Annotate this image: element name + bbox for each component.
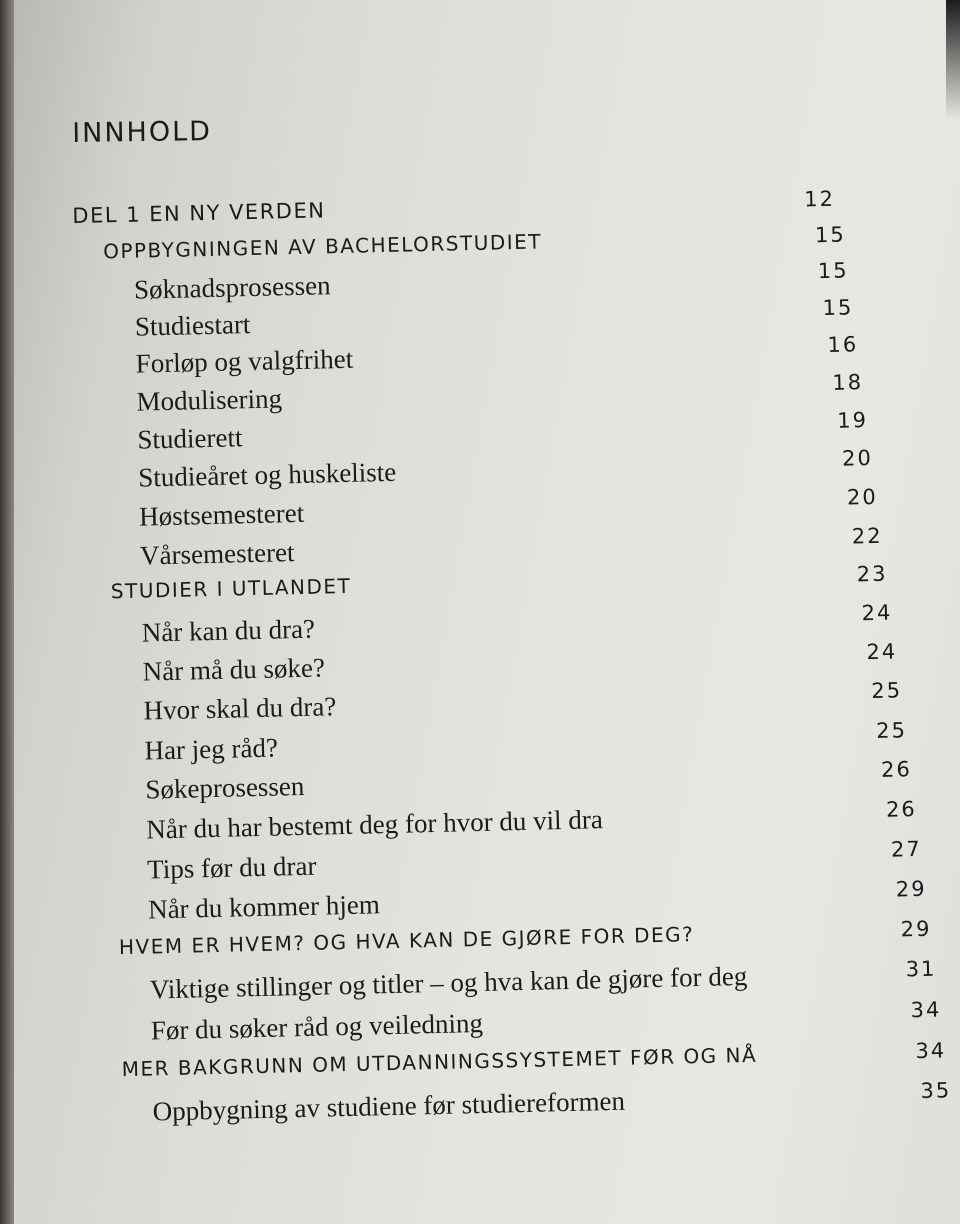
- toc-page-number: 34: [910, 997, 942, 1023]
- toc-page-number: 29: [900, 916, 932, 942]
- toc-page-number: 20: [846, 484, 878, 510]
- toc-page-number: 27: [890, 836, 922, 862]
- toc-page-number: 18: [832, 370, 864, 395]
- page-title: INNHOLD: [72, 116, 213, 149]
- toc-entry-label: Forløp og valgfrihet: [135, 343, 354, 379]
- toc-page-number: 23: [856, 561, 888, 587]
- toc-entry-label: Studierett: [137, 422, 243, 455]
- toc-page-number: 22: [851, 523, 883, 549]
- toc-page-number: 15: [822, 295, 854, 321]
- toc-page-number: 20: [841, 445, 874, 471]
- toc-entry-label: Når må du søke?: [142, 652, 326, 687]
- toc-entry-label: Høstsemesteret: [138, 497, 305, 532]
- toc-entry-label: Søknadsprosessen: [133, 270, 331, 305]
- toc-page-number: 15: [814, 222, 846, 248]
- toc-page-number: 24: [861, 600, 893, 626]
- toc-entry-label: Tips før du drar: [146, 850, 317, 885]
- toc-entry-label: Søkeprosessen: [145, 770, 305, 805]
- toc-section-label: STUDIER I UTLANDET: [110, 573, 352, 604]
- toc-section-label: MER BAKGRUNN OM UTDANNINGSSYSTEMET FØR OG NÅ: [121, 1042, 758, 1082]
- toc-entry-label: Modulisering: [136, 383, 283, 417]
- toc-section-label: HVEM ER HVEM? OG HVA KAN DE GJØRE FOR DEG?: [118, 922, 695, 960]
- toc-part-label: DEL 1 EN NY VERDEN: [72, 198, 326, 229]
- toc-page-number: 24: [866, 639, 898, 665]
- toc-page-number: 29: [895, 876, 927, 902]
- toc-section-label: OPPBYGNINGEN AV BACHELORSTUDIET: [102, 229, 543, 264]
- toc-page-number: 35: [920, 1078, 952, 1104]
- toc-entry-label: Studieåret og huskeliste: [137, 456, 397, 493]
- toc-page-number: 16: [827, 332, 859, 357]
- toc-entry-label: Har jeg råd?: [144, 732, 279, 766]
- toc-page-number: 25: [875, 718, 908, 743]
- book-spine-edge: [0, 0, 14, 1224]
- toc-page-number: 26: [885, 797, 918, 822]
- toc-page-number: 15: [817, 258, 849, 284]
- toc-entry-label: Når du kommer hjem: [147, 889, 381, 925]
- toc-entry-label: Når du har bestemt deg for hvor du vil dra: [145, 804, 604, 845]
- toc-page-number: 19: [836, 408, 869, 433]
- toc-page-number: 31: [905, 956, 937, 982]
- toc-entry-label: Hvor skal du dra?: [143, 691, 337, 726]
- toc-page-number: 12: [803, 186, 836, 212]
- book-page: [14, 0, 960, 1224]
- toc-page-number: 34: [915, 1038, 947, 1064]
- toc-page-number: 25: [871, 678, 903, 704]
- toc-entry-label: Studiestart: [134, 309, 251, 342]
- toc-entry-label: Viktige stillinger og titler – og hva kan de gjøre for deg: [149, 960, 748, 1005]
- toc-page-number: 26: [880, 757, 913, 782]
- toc-entry-label: Oppbygning av studiene før studiereformen: [152, 1085, 626, 1127]
- toc-entry-label: Når kan du dra?: [141, 613, 316, 648]
- table-of-contents: [14, 0, 960, 1224]
- toc-entry-label: Vårsemesteret: [139, 537, 295, 571]
- toc-entry-label: Før du søker råd og veiledning: [150, 1007, 484, 1046]
